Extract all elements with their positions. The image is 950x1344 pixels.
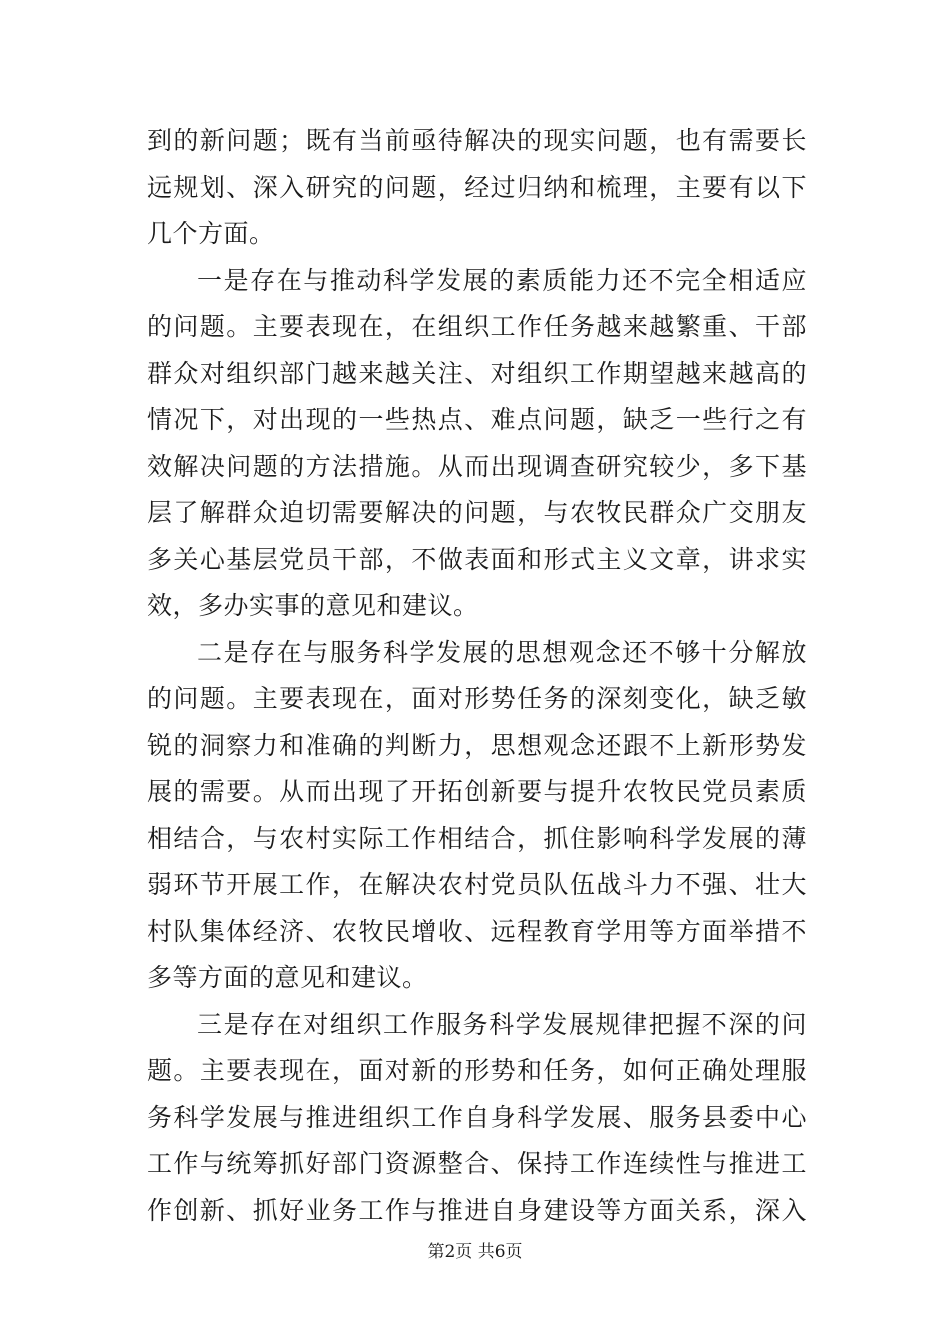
text-line: 情况下，对出现的一些热点、难点问题，缺乏一些行之有 bbox=[147, 405, 807, 434]
text-line: 的问题。主要表现在，在组织工作任务越来越繁重、干部 bbox=[147, 312, 807, 341]
text-line: 到的新问题；既有当前亟待解决的现实问题，也有需要长 bbox=[147, 126, 807, 155]
text-line: 二是存在与服务科学发展的思想观念还不够十分解放 bbox=[197, 637, 807, 667]
text-line: 弱环节开展工作，在解决农村党员队伍战斗力不强、壮大 bbox=[147, 870, 807, 899]
text-line: 相结合，与农村实际工作相结合，抓住影响科学发展的薄 bbox=[147, 823, 807, 853]
text-line: 层了解群众迫切需要解决的问题，与农牧民群众广交朋友 bbox=[147, 498, 807, 527]
text-line: 效，多办实事的意见和建议。 bbox=[147, 591, 479, 620]
text-line: 远规划、深入研究的问题，经过归纳和梳理，主要有以下 bbox=[147, 172, 807, 202]
text-line: 群众对组织部门越来越关注、对组织工作期望越来越高的 bbox=[147, 358, 807, 388]
text-line: 的问题。主要表现在，面对形势任务的深刻变化，缺乏敏 bbox=[147, 684, 807, 713]
text-line: 多关心基层党员干部，不做表面和形式主义文章，讲求实 bbox=[147, 544, 807, 574]
text-line: 几个方面。 bbox=[147, 219, 275, 248]
text-line: 工作与统筹抓好部门资源整合、保持工作连续性与推进工 bbox=[147, 1149, 807, 1178]
text-line: 效解决问题的方法措施。从而出现调查研究较少，多下基 bbox=[147, 451, 807, 481]
text-line: 一是存在与推动科学发展的素质能力还不完全相适应 bbox=[197, 265, 807, 295]
text-line: 作创新、抓好业务工作与推进自身建设等方面关系，深入 bbox=[147, 1195, 807, 1225]
page-number-footer: 第2页 共6页 bbox=[427, 1242, 523, 1262]
text-line: 务科学发展与推进组织工作自身科学发展、服务县委中心 bbox=[147, 1102, 807, 1132]
text-line: 锐的洞察力和准确的判断力，思想观念还跟不上新形势发 bbox=[147, 730, 807, 760]
text-line: 三是存在对组织工作服务科学发展规律把握不深的问 bbox=[197, 1009, 807, 1039]
text-line: 展的需要。从而出现了开拓创新要与提升农牧民党员素质 bbox=[147, 777, 807, 806]
text-line: 村队集体经济、农牧民增收、远程教育学用等方面举措不 bbox=[147, 916, 807, 946]
text-line: 多等方面的意见和建议。 bbox=[147, 963, 428, 992]
body-text bbox=[147, 118, 807, 1234]
text-line: 题。主要表现在，面对新的形势和任务，如何正确处理服 bbox=[147, 1056, 807, 1085]
